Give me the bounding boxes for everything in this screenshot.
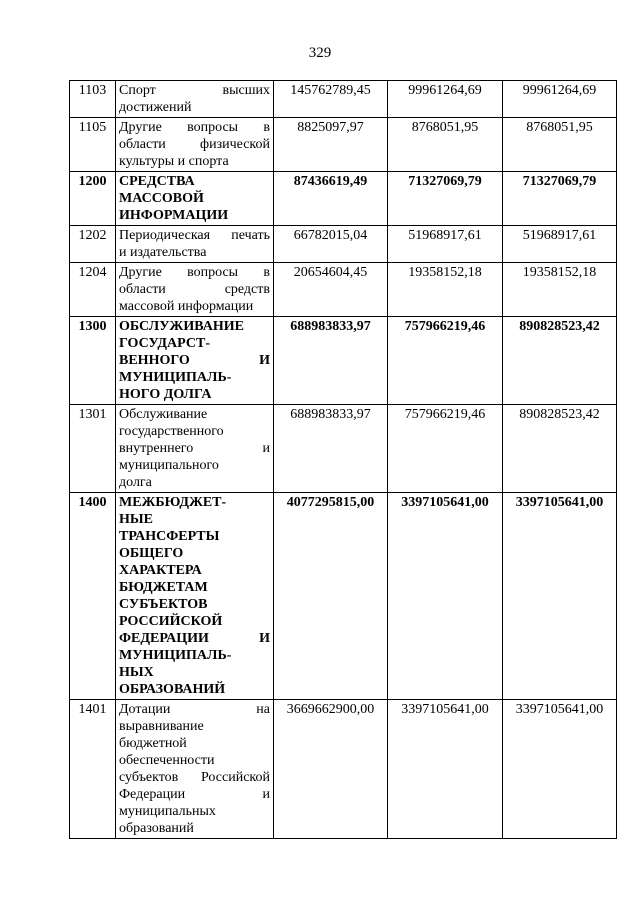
budget-table: [69, 80, 617, 839]
table-row: [70, 700, 617, 839]
row-value-v3: 71327069,79: [503, 172, 617, 226]
table-row: [70, 263, 617, 317]
row-code: 1105: [70, 118, 116, 172]
row-name: Другие вопросы в области средств массовой информации: [116, 263, 274, 317]
page-number: 329: [308, 45, 332, 61]
row-value-v1: 8825097,97: [274, 118, 388, 172]
row-value-v2: 51968917,61: [388, 226, 503, 263]
row-value-v3: 3397105641,00: [503, 700, 617, 839]
row-code: 1204: [70, 263, 116, 317]
row-name: МЕЖБЮДЖЕТ- НЫЕ ТРАНСФЕРТЫ ОБЩЕГО ХАРАКТЕРА БЮДЖЕТАМ СУБЪЕКТОВ РОССИЙСКОЙ ФЕДЕРАЦИИ И МУНИЦИПАЛЬ- НЫХ ОБРАЗОВАНИЙ: [116, 493, 274, 700]
row-name: ОБСЛУЖИВАНИЕ ГОСУДАРСТ- ВЕННОГО И МУНИЦИПАЛЬ- НОГО ДОЛГА: [116, 317, 274, 405]
table-row: [70, 226, 617, 263]
row-name: Периодическая печать и издательства: [116, 226, 274, 263]
row-code: 1400: [70, 493, 116, 700]
row-name: СРЕДСТВА МАССОВОЙ ИНФОРМАЦИИ: [116, 172, 274, 226]
row-code: 1202: [70, 226, 116, 263]
row-value-v1: 87436619,49: [274, 172, 388, 226]
row-value-v1: 4077295815,00: [274, 493, 388, 700]
row-value-v1: 66782015,04: [274, 226, 388, 263]
row-code: 1103: [70, 81, 116, 118]
row-name: Другие вопросы в области физической культуры и спорта: [116, 118, 274, 172]
table-row: [70, 493, 617, 700]
row-value-v1: 145762789,45: [274, 81, 388, 118]
row-value-v2: 3397105641,00: [388, 493, 503, 700]
row-name: Спорт высших достижений: [116, 81, 274, 118]
row-value-v3: 19358152,18: [503, 263, 617, 317]
row-value-v2: 757966219,46: [388, 405, 503, 493]
row-value-v3: 99961264,69: [503, 81, 617, 118]
row-value-v2: 757966219,46: [388, 317, 503, 405]
row-value-v2: 71327069,79: [388, 172, 503, 226]
row-value-v3: 3397105641,00: [503, 493, 617, 700]
row-code: 1301: [70, 405, 116, 493]
table-row: [70, 81, 617, 118]
row-code: 1300: [70, 317, 116, 405]
table-row: [70, 405, 617, 493]
row-value-v1: 688983833,97: [274, 317, 388, 405]
row-code: 1200: [70, 172, 116, 226]
row-value-v3: 890828523,42: [503, 317, 617, 405]
row-value-v2: 19358152,18: [388, 263, 503, 317]
row-value-v2: 8768051,95: [388, 118, 503, 172]
row-value-v3: 890828523,42: [503, 405, 617, 493]
row-code: 1401: [70, 700, 116, 839]
row-value-v1: 3669662900,00: [274, 700, 388, 839]
row-value-v3: 51968917,61: [503, 226, 617, 263]
row-value-v2: 3397105641,00: [388, 700, 503, 839]
row-name: Дотации на выравнивание бюджетной обеспеченности субъектов Российской Федерации и муниципальных образований: [116, 700, 274, 839]
row-value-v3: 8768051,95: [503, 118, 617, 172]
row-value-v1: 688983833,97: [274, 405, 388, 493]
row-value-v1: 20654604,45: [274, 263, 388, 317]
table-row: [70, 317, 617, 405]
table-row: [70, 172, 617, 226]
row-value-v2: 99961264,69: [388, 81, 503, 118]
row-name: Обслуживание государственного внутреннего и муниципального долга: [116, 405, 274, 493]
table-row: [70, 118, 617, 172]
